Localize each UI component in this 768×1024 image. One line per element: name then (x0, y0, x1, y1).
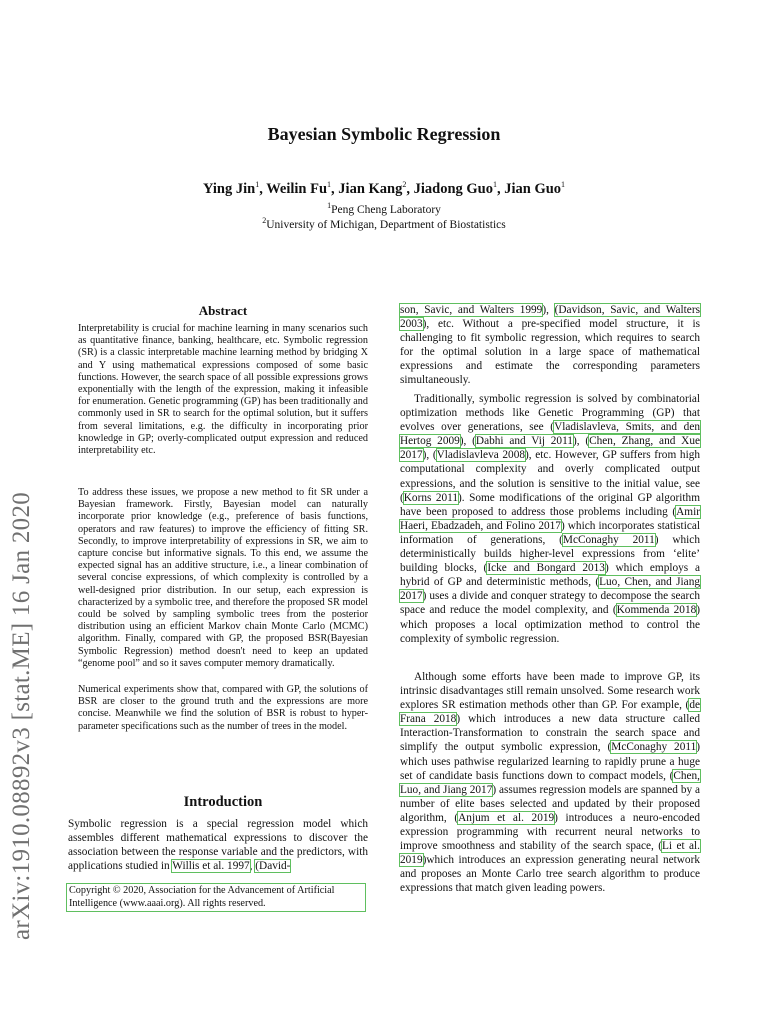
affiliation-mark: 1 (492, 180, 497, 189)
citation-link[interactable]: Anjum et al. 2019 (458, 811, 555, 824)
citation-link[interactable]: (David- (255, 860, 291, 873)
paragraph-text: ). Some modifications of the original GP algorithm have been proposed to address those problems including ( (400, 491, 700, 518)
author-list: Ying Jin$^1$, Weilin Fu$^1$, Jian Kang$^2$, Jiadong Guo$^1$, Jian Guo$^1$ (202, 180, 566, 197)
affiliation-text: University of Michigan, Department of Biostatistics (266, 218, 506, 231)
citation-link[interactable]: Luo, Chen, and Jiang 2017 (400, 576, 700, 603)
citation-link[interactable]: Dabhi and Vij 2011 (475, 435, 573, 448)
author: Weilin Fu (266, 180, 328, 197)
author: Jian Guo (504, 180, 562, 197)
affiliation-mark: 1 (327, 180, 332, 189)
abstract-paragraph: Numerical experiments show that, compared with GP, the solutions of BSR are closer to the ground truth and the expressions are more concise. Meanwhile we find the solution of BSR is robust to hyper-parameter specifications such as the number of trees in the model. (78, 684, 368, 732)
paragraph-text: ), ( (459, 435, 476, 448)
paragraph-text: ), ( (572, 435, 590, 448)
citation-link[interactable]: Vladislavleva 2008 (436, 449, 526, 462)
affiliation-mark: 1 (327, 201, 332, 210)
citation-link[interactable]: Chen, Zhang, and Xue 2017 (400, 435, 700, 462)
citation-link[interactable]: Willis et al. 1997 (172, 860, 250, 873)
paragraph-text: ) which uses pathwise regularized learning to rapidly prune a huge set of candidate basis functions down to compact models, ( (400, 741, 700, 782)
affiliation-1 (0, 201, 768, 216)
author: Jiadong Guo (413, 180, 493, 197)
paragraph-text: ), (542, 304, 555, 316)
citation-link[interactable]: Korns 2011 (403, 491, 459, 504)
citation-link[interactable]: Chen, Luo, and Jiang 2017 (400, 769, 700, 796)
paragraph-text: ) which proposes a local optimization method to control the complexity of symbolic regression. (400, 604, 701, 645)
paragraph-text: ), etc. However, GP suffers from high computational complexity and overly complicated output expressions, and the solution is sensitive to the initial value, see ( (400, 449, 701, 504)
introduction-paragraph (68, 817, 368, 873)
citation-link[interactable]: Icke and Bongard 2013 (487, 562, 605, 575)
paragraph-text: ), ( (422, 449, 437, 462)
body-paragraph (400, 392, 700, 646)
affiliation-2 (0, 216, 768, 231)
paragraph-text: ), etc. Without a pre-specified model structure, it is challenging to fit symbolic regression, which requires to search for the optimal solution in a large space of mathematical expressions and estimate the corresponding parameters simultaneously. (400, 318, 700, 387)
author: Jian Kang (338, 180, 403, 197)
citation-link[interactable]: Li et al. 2019 (400, 840, 700, 867)
paper-title: Bayesian Symbolic Regression (267, 124, 501, 144)
citation-link[interactable]: (Davidson, Savic, and Walters 2003 (400, 304, 700, 331)
affiliation-mark: 1 (561, 180, 566, 189)
citation-link[interactable]: Amir Haeri, Ebadzadeh, and Folino 2017 (400, 505, 700, 532)
citation-link[interactable]: de Frana 2018 (400, 699, 700, 726)
citation-link[interactable]: Vladislavleva, Smits, and den Hertog 2009 (400, 421, 700, 448)
paragraph-text: Traditionally, symbolic regression is solved by combinatorial optimization methods like Genetic Programming (GP) that evolves over generations, see ( (400, 393, 700, 434)
copyright-notice: Copyright © 2020, Association for the Advancement of Artificial Intelligence (www.aaai.org). All rights reserved. (66, 883, 366, 912)
citation-link[interactable]: McConaghy 2011 (562, 533, 655, 546)
paragraph-text: , (249, 860, 256, 873)
introduction-heading: Introduction (183, 794, 263, 810)
paragraph-text: ) uses a divide and conquer strategy to decompose the search space and reduce the model complexity, and ( (400, 590, 700, 617)
abstract-heading: Abstract (198, 303, 248, 318)
affiliation-mark: 2 (262, 216, 267, 225)
paragraph-text: ) which employs a hybrid of GP and deterministic methods, ( (400, 562, 700, 589)
arxiv-identifier: arXiv:1910.08892v3 [stat.ME] 16 Jan 2020 (8, 491, 35, 940)
abstract-paragraph: To address these issues, we propose a new method to fit SR under a Bayesian framework. Firstly, Bayesian model can naturally incorporate prior knowledge (e.g., preference of basis functions, operators and raw features) to improve the efficiency of fitting SR. Secondly, to improve interpretability of expressions in SR, we aim to capture concise but informative signals. To this end, we assume the expected signal has an additive structure, i.e., a linear combination of several concise expressions, of which complexity is controlled by a well-designed prior distribution. In our setup, each expression is characterized by a symbolic tree, and therefore the proposed SR model could be solved by sampling symbolic trees from the posterior distribution using an efficient Markov chain Monte Carlo (MCMC) algorithm. Finally, compared with GP, the proposed BSR(Bayesian Symbolic Regression) method doesn't need to keep an updated “genome pool” and so it saves computer memory dramatically. (78, 487, 368, 669)
affiliation-mark: 2 (402, 180, 407, 189)
paragraph-text: )which introduces an expression generating neural network and proposes an Monte Carlo tree search algorithm to produce expressions that match given leading powers. (400, 854, 700, 895)
abstract-paragraph: Interpretability is crucial for machine learning in many scenarios such as quantitative finance, banking, healthcare, etc. Symbolic regression (SR) is a classic interpretable machine learning method by bridging X and Y using mathematical expressions composed of some basic functions. However, the search space of all possible expressions grows exponentially with the length of the expression, making it infeasible for enumeration. Genetic programming (GP) has been traditionally and commonly used in SR to search for the optimal solution, but it suffers from several limitations, e.g. the difficulty in incorporating prior knowledge in GP; overly-complicated output expression and reduced interpretability etc. (78, 323, 368, 457)
paragraph-text: Although some efforts have been made to improve GP, its intrinsic disadvantages still remain unsolved. Some research work explores SR estimation methods other than GP. For example, ( (400, 671, 700, 712)
paragraph-text: ) introduces a neuro-encoded expression programming with recurrent neural networks to improve smoothness and stability of the search space, ( (400, 811, 700, 853)
paragraph-text: ) which incorporates statistical information of generations, ( (400, 519, 701, 546)
citation-link[interactable]: Kommenda 2018 (616, 604, 697, 617)
paragraph-text: Symbolic regression is a special regression model which assembles different mathematical expressions to discover the association between the response variable and the predictors, with applications studied in (68, 818, 368, 873)
citation-link[interactable]: McConaghy 2011 (611, 741, 697, 754)
body-paragraph (400, 303, 700, 388)
author: Ying Jin (202, 180, 256, 197)
paragraph-text: ) assumes regression models are spanned by a number of elite bases selected and updated by their proposed algorithm, ( (400, 783, 700, 824)
paragraph-text: ) which deterministically builds higher-level expressions from ‘elite’ building blocks, ( (400, 533, 700, 575)
affiliation-text: Peng Cheng Laboratory (331, 203, 441, 216)
affiliation-mark: 1 (255, 180, 260, 189)
paragraph-text: ) which introduces a new data structure called Interaction-Transformation to constrain the search space and simplify the output symbolic expression, ( (400, 713, 701, 754)
citation-link[interactable]: son, Savic, and Walters 1999 (400, 304, 543, 316)
body-paragraph (400, 670, 700, 896)
